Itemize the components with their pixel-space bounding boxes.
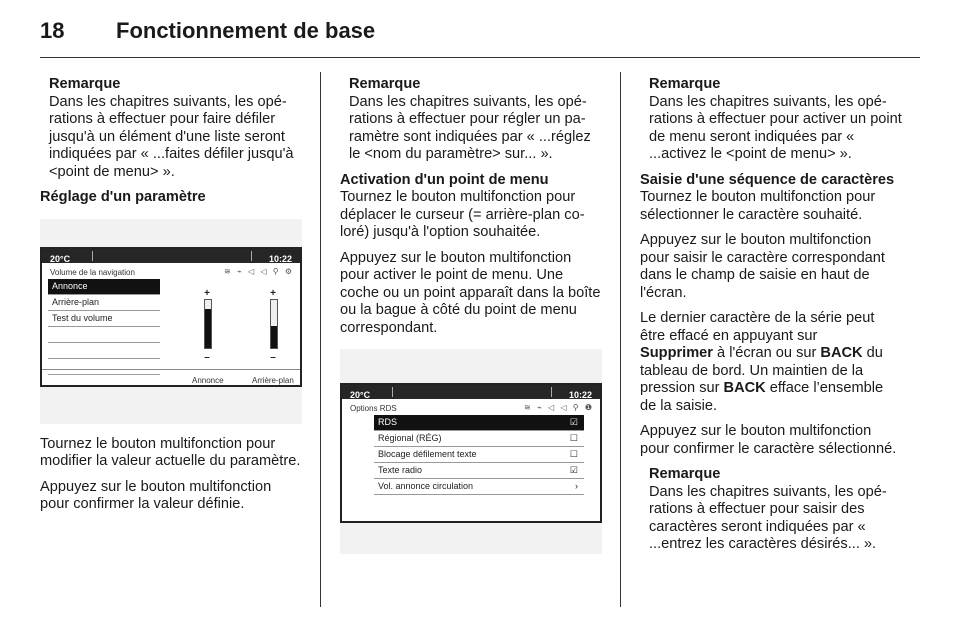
list-item-label: Texte radio [378, 465, 423, 475]
chevron-right-icon[interactable]: › [575, 481, 578, 491]
temperature-readout: 20°C [50, 253, 71, 264]
screen-title: Volume de la navigation [50, 267, 135, 277]
screen-title-bar [42, 263, 300, 275]
slider-fill [205, 309, 211, 347]
remark-text: Dans les chapitres suivants, les opérations à effectuer pour faire défiler jusqu'à un élément d'une liste seront indiquées par « ...faites défiler jusqu'à <point de menu> ». [49, 93, 294, 180]
section-heading: Réglage d'un paramètre [40, 189, 206, 205]
keyword-supprimer: Supprimer [640, 345, 713, 361]
column-divider [320, 72, 321, 607]
volume-screen-illustration [40, 219, 302, 424]
plus-icon: + [204, 287, 210, 299]
screen-title-bar [342, 399, 600, 411]
infotainment-screen [40, 247, 302, 387]
bottom-label-annonce[interactable]: Annonce [192, 375, 224, 385]
list-item[interactable] [374, 447, 584, 463]
list-item-label: RDS [378, 417, 398, 427]
remark-title: Remarque [49, 76, 121, 92]
page-header [0, 0, 960, 60]
remark-box [640, 466, 902, 554]
checkbox-checked-icon[interactable]: ☑ [569, 465, 578, 475]
column-3 [640, 76, 902, 562]
keyword-back: BACK [723, 380, 766, 396]
menu-list [374, 415, 584, 495]
slider-annonce[interactable] [198, 285, 216, 363]
list-item-label: Vol. annonce circulation [378, 481, 474, 491]
remark-text: Dans les chapitres suivants, les opérations à effectuer pour activer un point de menu seront indiquées par « ...activez le <point de menu> ». [649, 93, 902, 162]
rds-screen-illustration [340, 349, 602, 554]
remark-text: Dans les chapitres suivants, les opérations à effectuer pour saisir des caractères seront indiquées par « ...entrez les caractères désirés... ». [649, 483, 887, 552]
paragraph: Appuyez sur le bouton multifonction pour confirmer le caractère sélectionné. [640, 423, 897, 457]
infotainment-screen [340, 383, 602, 523]
column-2 [340, 76, 604, 566]
status-icons: ≋ ⌁ ◁ ◁ ⚲ ⚙ [224, 266, 294, 276]
paragraph: Tournez le bouton multifonction pour sélectionner le caractère souhaité. [640, 189, 876, 223]
status-icons: ≋ ⌁ ◁ ◁ ⚲ ❶ [524, 403, 594, 412]
bottom-label-arriere-plan[interactable]: Arrière-plan [252, 375, 294, 385]
menu-list [48, 279, 160, 375]
status-bar [342, 385, 600, 399]
list-item-label: Blocage défilement texte [378, 449, 477, 459]
list-item [48, 359, 160, 375]
list-item[interactable] [374, 415, 584, 431]
paragraph: Appuyez sur le bouton multifonction pour activer le point de menu. Une coche ou un point apparaît dans la boîte ou la bague à côté du point de menu correspondant. [340, 249, 601, 336]
slider-fill [271, 326, 277, 348]
screen-title: Options RDS [350, 404, 397, 413]
header-divider [40, 57, 920, 58]
paragraph: Le dernier caractère de la série peut être effacé en appuyant sur Supprimer à l'écran ou sur BACK du tableau de bord. Un maintien de la pression sur BACK efface l’ensemble de la saisie. [640, 310, 884, 414]
plus-icon: + [270, 287, 276, 299]
slider-arriere-plan[interactable] [264, 285, 282, 363]
keyword-back: BACK [820, 345, 863, 361]
remark-title: Remarque [649, 466, 721, 482]
temperature-readout: 20°C [350, 390, 371, 400]
paragraph: Appuyez sur le bouton multifonction pour confirmer la valeur définie. [40, 478, 272, 512]
list-item [48, 343, 160, 359]
list-item[interactable]: Annonce [48, 279, 160, 295]
section-heading: Saisie d'une séquence de caractères [640, 171, 895, 188]
minus-icon: – [270, 351, 276, 363]
paragraph: Tournez le bouton multifonction pour modifier la valeur actuelle du paramètre. [40, 435, 301, 469]
clock-readout: 10:22 [568, 390, 592, 400]
paragraph: Appuyez sur le bouton multifonction pour saisir le caractère correspondant dans le champ de saisie en haut de l'écran. [640, 232, 885, 301]
list-item[interactable]: Test du volume [48, 311, 160, 327]
minus-icon: – [204, 351, 210, 363]
checkbox-checked-icon[interactable]: ☑ [569, 417, 578, 427]
remark-title: Remarque [649, 76, 721, 92]
slider-track [270, 299, 278, 349]
remark-text: Dans les chapitres suivants, les opérations à effectuer pour régler un paramètre sont indiquées par « ...réglez le <nom du paramètre> sur... ». [349, 93, 591, 162]
page-title: Fonctionnement de base [116, 18, 376, 43]
checkbox-unchecked-icon[interactable]: ☐ [569, 433, 578, 443]
clock-readout: 10:22 [268, 253, 292, 264]
remark-title: Remarque [349, 76, 421, 92]
slider-track [204, 299, 212, 349]
list-item [48, 327, 160, 343]
remark-box [40, 76, 304, 181]
remark-box [640, 76, 902, 164]
list-item-label: Régional (RÉG) [378, 433, 442, 443]
checkbox-unchecked-icon[interactable]: ☐ [569, 449, 578, 459]
list-item[interactable] [374, 463, 584, 479]
paragraph: Tournez le bouton multifonction pour déplacer le curseur (= arrière-plan coloré) jusqu'à l'option souhaitée. [340, 189, 585, 240]
list-item[interactable] [374, 479, 584, 495]
remark-box [340, 76, 604, 164]
column-1 [40, 76, 304, 522]
status-bar [42, 249, 300, 263]
section-heading: Activation d'un point de menu [340, 171, 549, 188]
page-number: 18 [40, 18, 65, 43]
column-divider [620, 72, 621, 607]
list-item[interactable] [374, 431, 584, 447]
list-item[interactable]: Arrière-plan [48, 295, 160, 311]
